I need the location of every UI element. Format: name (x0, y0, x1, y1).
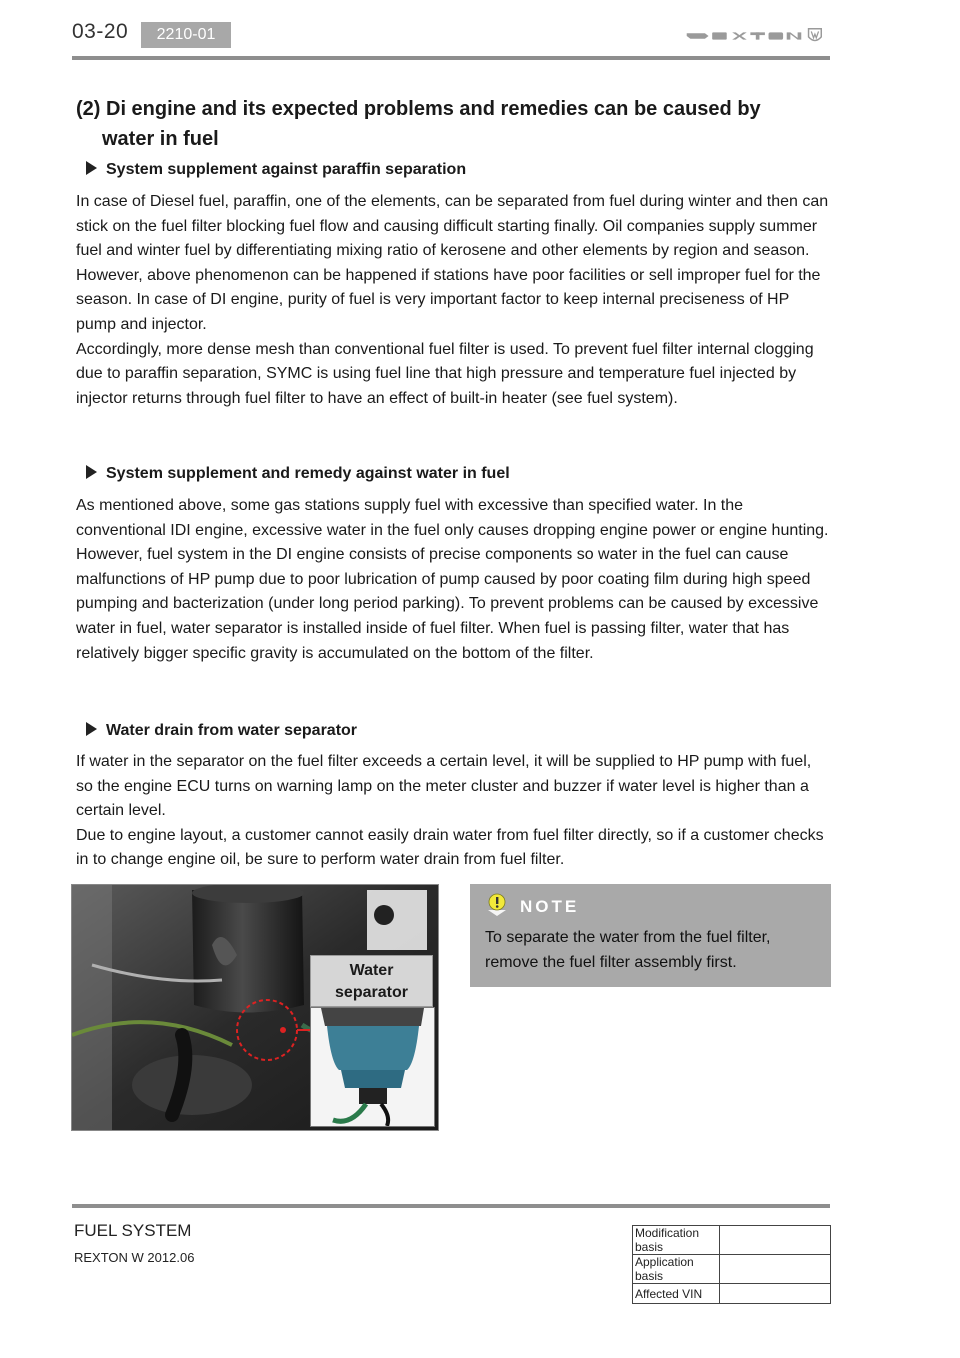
triangle-bullet-icon (86, 465, 97, 479)
page-number: 03-20 (72, 20, 129, 43)
paragraph-water-in-fuel (76, 494, 830, 666)
note-text (485, 925, 805, 975)
callout-line1: Water (349, 962, 394, 979)
footer-rule (72, 1204, 830, 1208)
triangle-bullet-icon (86, 161, 97, 175)
note-title: NOTE (520, 897, 580, 916)
table-cell-value (720, 1226, 831, 1255)
subsection-heading-paraffin: System supplement against paraffin separation (86, 161, 466, 179)
triangle-bullet-icon (86, 722, 97, 736)
paragraph: Accordingly, more dense mesh than conventional fuel filter is used. To prevent fuel filter internal clogging due to paraffin separation, SYMC is using fuel line that high pressure and temperature fuel injected by injector returns through fuel filter to have an effect of built-in heater (see fuel system). (76, 340, 814, 407)
water-separator-callout (310, 955, 433, 1007)
paragraph-water-drain (76, 750, 830, 873)
paragraph: As mentioned above, some gas stations supply fuel with excessive than specified water. In the conventional IDI engine, excessive water in the fuel only causes dropping engine power or engine hunting. However, fuel system in the DI engine consists of precise components so water in the fuel can cause malfunctions of HP pump due to poor lubrication of pump caused by poor coating film during high speed pumping and bacterization (under long period parking). To prevent problems can be caused by excessive water in fuel, water separator is installed inside of fuel filter. When fuel is passing filter, water that has relatively bigger specific gravity is accumulated on the bottom of the filter. (76, 497, 829, 662)
doc-code-badge: 2210-01 (141, 22, 231, 48)
brand-logo (678, 26, 830, 46)
section-title (76, 94, 816, 154)
header-rule (72, 56, 830, 60)
table-cell-label: Affected VIN (633, 1284, 720, 1304)
table-cell-value (720, 1255, 831, 1284)
table-cell-label: Modification basis (633, 1226, 720, 1255)
section-title-line2: water in fuel (102, 128, 219, 150)
subsection-heading-water-drain: Water drain from water separator (86, 722, 357, 740)
table-cell-value (720, 1284, 831, 1304)
water-separator-inset (310, 1007, 435, 1127)
note-text-line2: remove the fuel filter assembly first. (485, 954, 737, 971)
table-row (633, 1226, 831, 1255)
table-cell-label: Application basis (633, 1255, 720, 1284)
paragraph: Due to engine layout, a customer cannot easily drain water from fuel filter directly, so if a customer checks in to change engine oil, be sure to perform water drain from fuel filter. (76, 826, 824, 869)
paragraph: In case of Diesel fuel, paraffin, one of the elements, can be separated from fuel during winter and then can stick on the fuel filter blocking fuel flow and causing difficult starting finally. Oil companies supply summer fuel and winter fuel by differentiating mixing ratio of kerosene and other elements by region and season. However, above phenomenon can be happened if stations have poor facilities or sell improper fuel for the season. In case of DI engine, purity of fuel is very important factor to keep internal preciseness of HP pump and injector. (76, 193, 829, 333)
subsection-heading-water-in-fuel: System supplement and remedy against water in fuel (86, 465, 510, 483)
caution-bulb-icon (484, 892, 510, 918)
note-text-line1: To separate the water from the fuel filter, (485, 929, 771, 946)
water-separator-illustration (311, 1008, 434, 1126)
paragraph-paraffin (76, 190, 830, 411)
section-title-line1: (2) Di engine and its expected problems and remedies can be caused by (76, 98, 761, 120)
callout-line2: separator (335, 984, 408, 1001)
table-row (633, 1255, 831, 1284)
table-row (633, 1284, 831, 1304)
footer-model-date: REXTON W 2012.06 (74, 1250, 195, 1265)
revision-table (632, 1225, 831, 1304)
paragraph: If water in the separator on the fuel filter exceeds a certain level, it will be supplied to HP pump with fuel, so the engine ECU turns on warning lamp on the meter cluster and buzzer if water level is higher than a certain level. (76, 753, 812, 820)
footer-section-title: FUEL SYSTEM (74, 1221, 192, 1240)
